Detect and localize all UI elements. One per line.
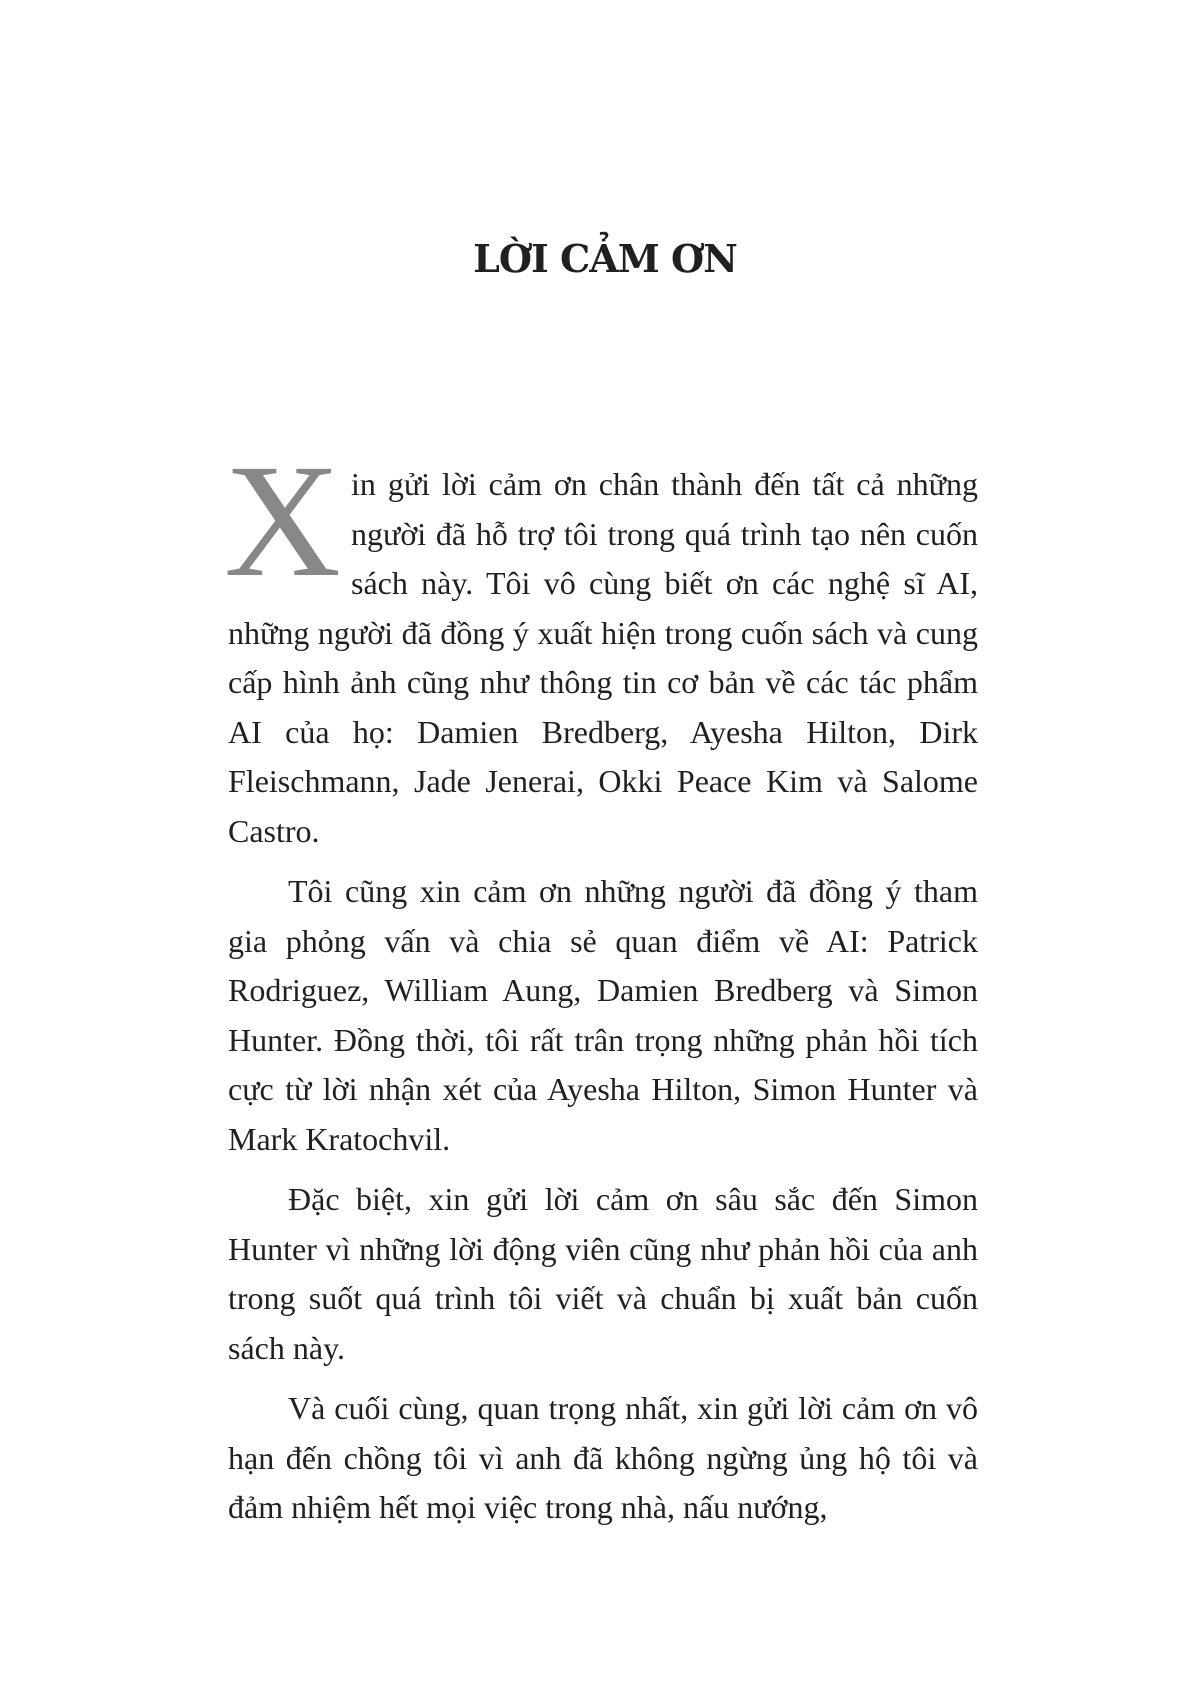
paragraph-2: Tôi cũng xin cảm ơn những người đã đồng ý tham gia phỏng vấn và chia sẻ quan điểm về AI: Patrick Rodriguez, William Aung, Damien Bredberg và Simon Hunter. Đồng thời, tôi rất trân trọng những phản hồi tích cực từ lời nhận xét của Ayesha Hilton, Simon Hunter và Mark Kratochvil.: [228, 873, 978, 1157]
paragraph-3: Đặc biệt, xin gửi lời cảm ơn sâu sắc đến Simon Hunter vì những lời động viên cũng như phản hồi của anh trong suốt quá trình tôi viết và chuẩn bị xuất bản cuốn sách này.: [228, 1181, 978, 1366]
paragraph-4: Và cuối cùng, quan trọng nhất, xin gửi lời cảm ơn vô hạn đến chồng tôi vì anh đã không ngừng ủng hộ tôi và đảm nhiệm hết mọi việc trong nhà, nấu nướng,: [228, 1390, 978, 1525]
acknowledgements-body: [224, 432, 978, 1544]
paragraph-1-text: in gửi lời cảm ơn chân thành đến tất cả những người đã hỗ trợ tôi trong quá trình tạo nên cuốn sách này. Tôi vô cùng biết ơn các nghệ sĩ AI, những người đã đồng ý xuất hiện trong cuốn sách và cung cấp hình ảnh cũng như thông tin cơ bản về các tác phẩm AI của họ: Damien Bredberg, Ayesha Hilton, Dirk Fleischmann, Jade Jenerai, Okki Peace Kim và Salome Castro.: [228, 466, 978, 849]
page-title: LỜI CẢM ƠN: [473, 236, 737, 281]
paragraph-1: [224, 432, 978, 856]
drop-cap: X: [224, 432, 341, 611]
